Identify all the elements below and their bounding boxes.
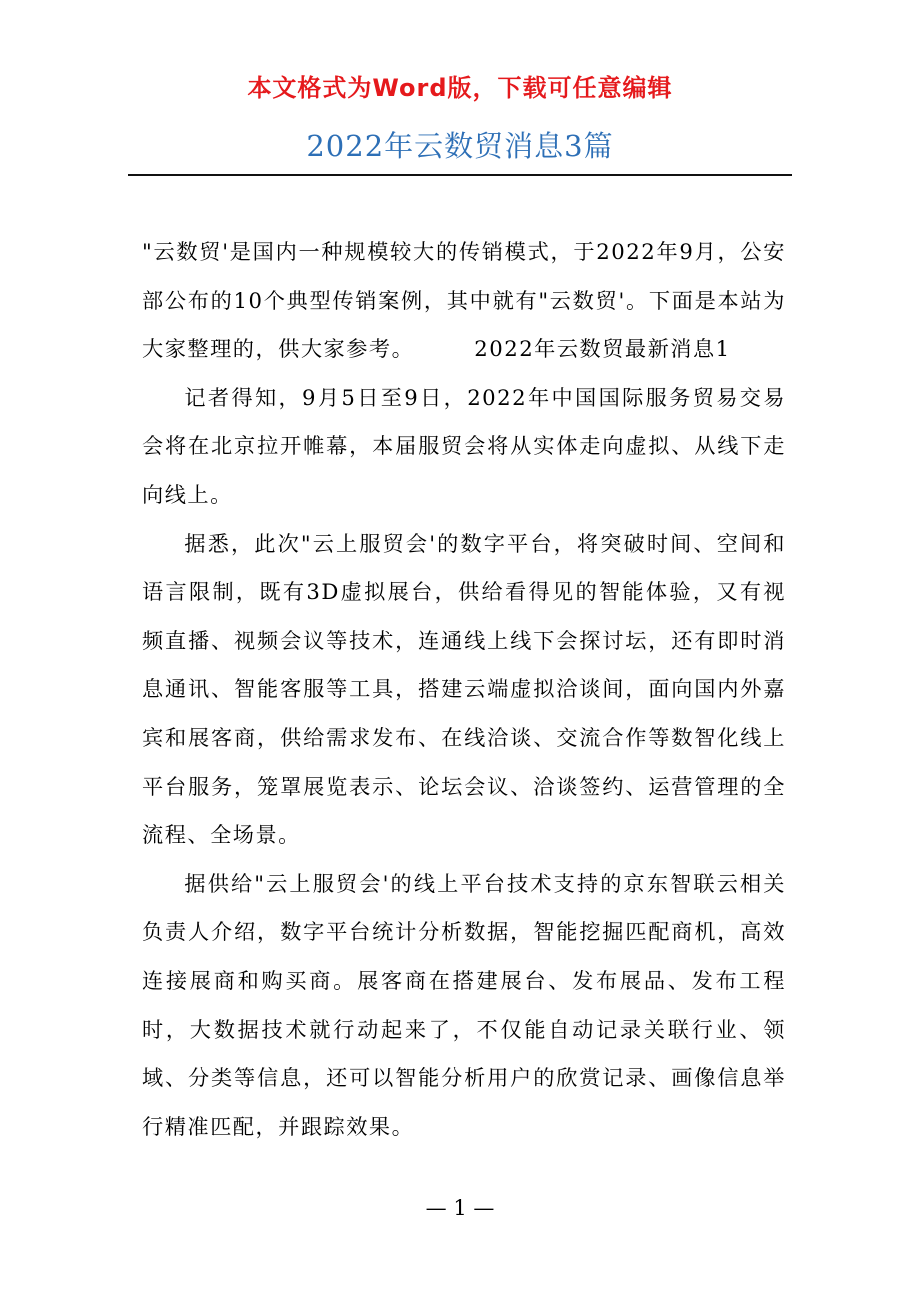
body-paragraph-1: 记者得知，9月5日至9日，2022年中国国际服务贸易交易会将在北京拉开帷幕，本届服贸会将从实体走向虚拟、从线下走向线上。 (142, 384, 786, 507)
document-title: 2022年云数贸消息3篇 (306, 129, 614, 163)
document-body (142, 228, 786, 1151)
body-paragraph-2: 据悉，此次"云上服贸会'的数字平台，将突破时间、空间和语言限制，既有3D虚拟展台，供给看得见的智能体验，又有视频直播、视频会议等技术，连通线上线下会探讨坛，还有即时消息通讯、智能客服等工具，搭建云端虚拟洽谈间，面向国内外嘉宾和展客商，供给需求发布、在线洽谈、交流合作等数智化线上平台服务，笼罩展览表示、论坛会议、洽谈签约、运营管理的全流程、全场景。 (142, 530, 786, 848)
intro-paragraph (142, 228, 786, 374)
section-heading: 2022年云数贸最新消息1 (474, 336, 731, 362)
page-number: — 1 — (425, 1196, 495, 1220)
download-banner: 本文格式为Word版，下载可任意编辑 (247, 74, 673, 102)
intro-text: "云数贸'是国内一种规模较大的传销模式，于2022年9月，公安部公布的10个典型传销案例，其中就有"云数贸'。下面是本站为大家整理的，供大家参考。 (142, 239, 786, 362)
body-paragraph-3: 据供给"云上服贸会'的线上平台技术支持的京东智联云相关负责人介绍，数字平台统计分析数据，智能挖掘匹配商机，高效连接展商和购买商。展客商在搭建展台、发布展品、发布工程时，大数据技术就行动起来了，不仅能自动记录关联行业、领域、分类等信息，还可以智能分析用户的欣赏记录、画像信息举行精准匹配，并跟踪效果。 (142, 870, 786, 1139)
title-divider (128, 174, 792, 176)
